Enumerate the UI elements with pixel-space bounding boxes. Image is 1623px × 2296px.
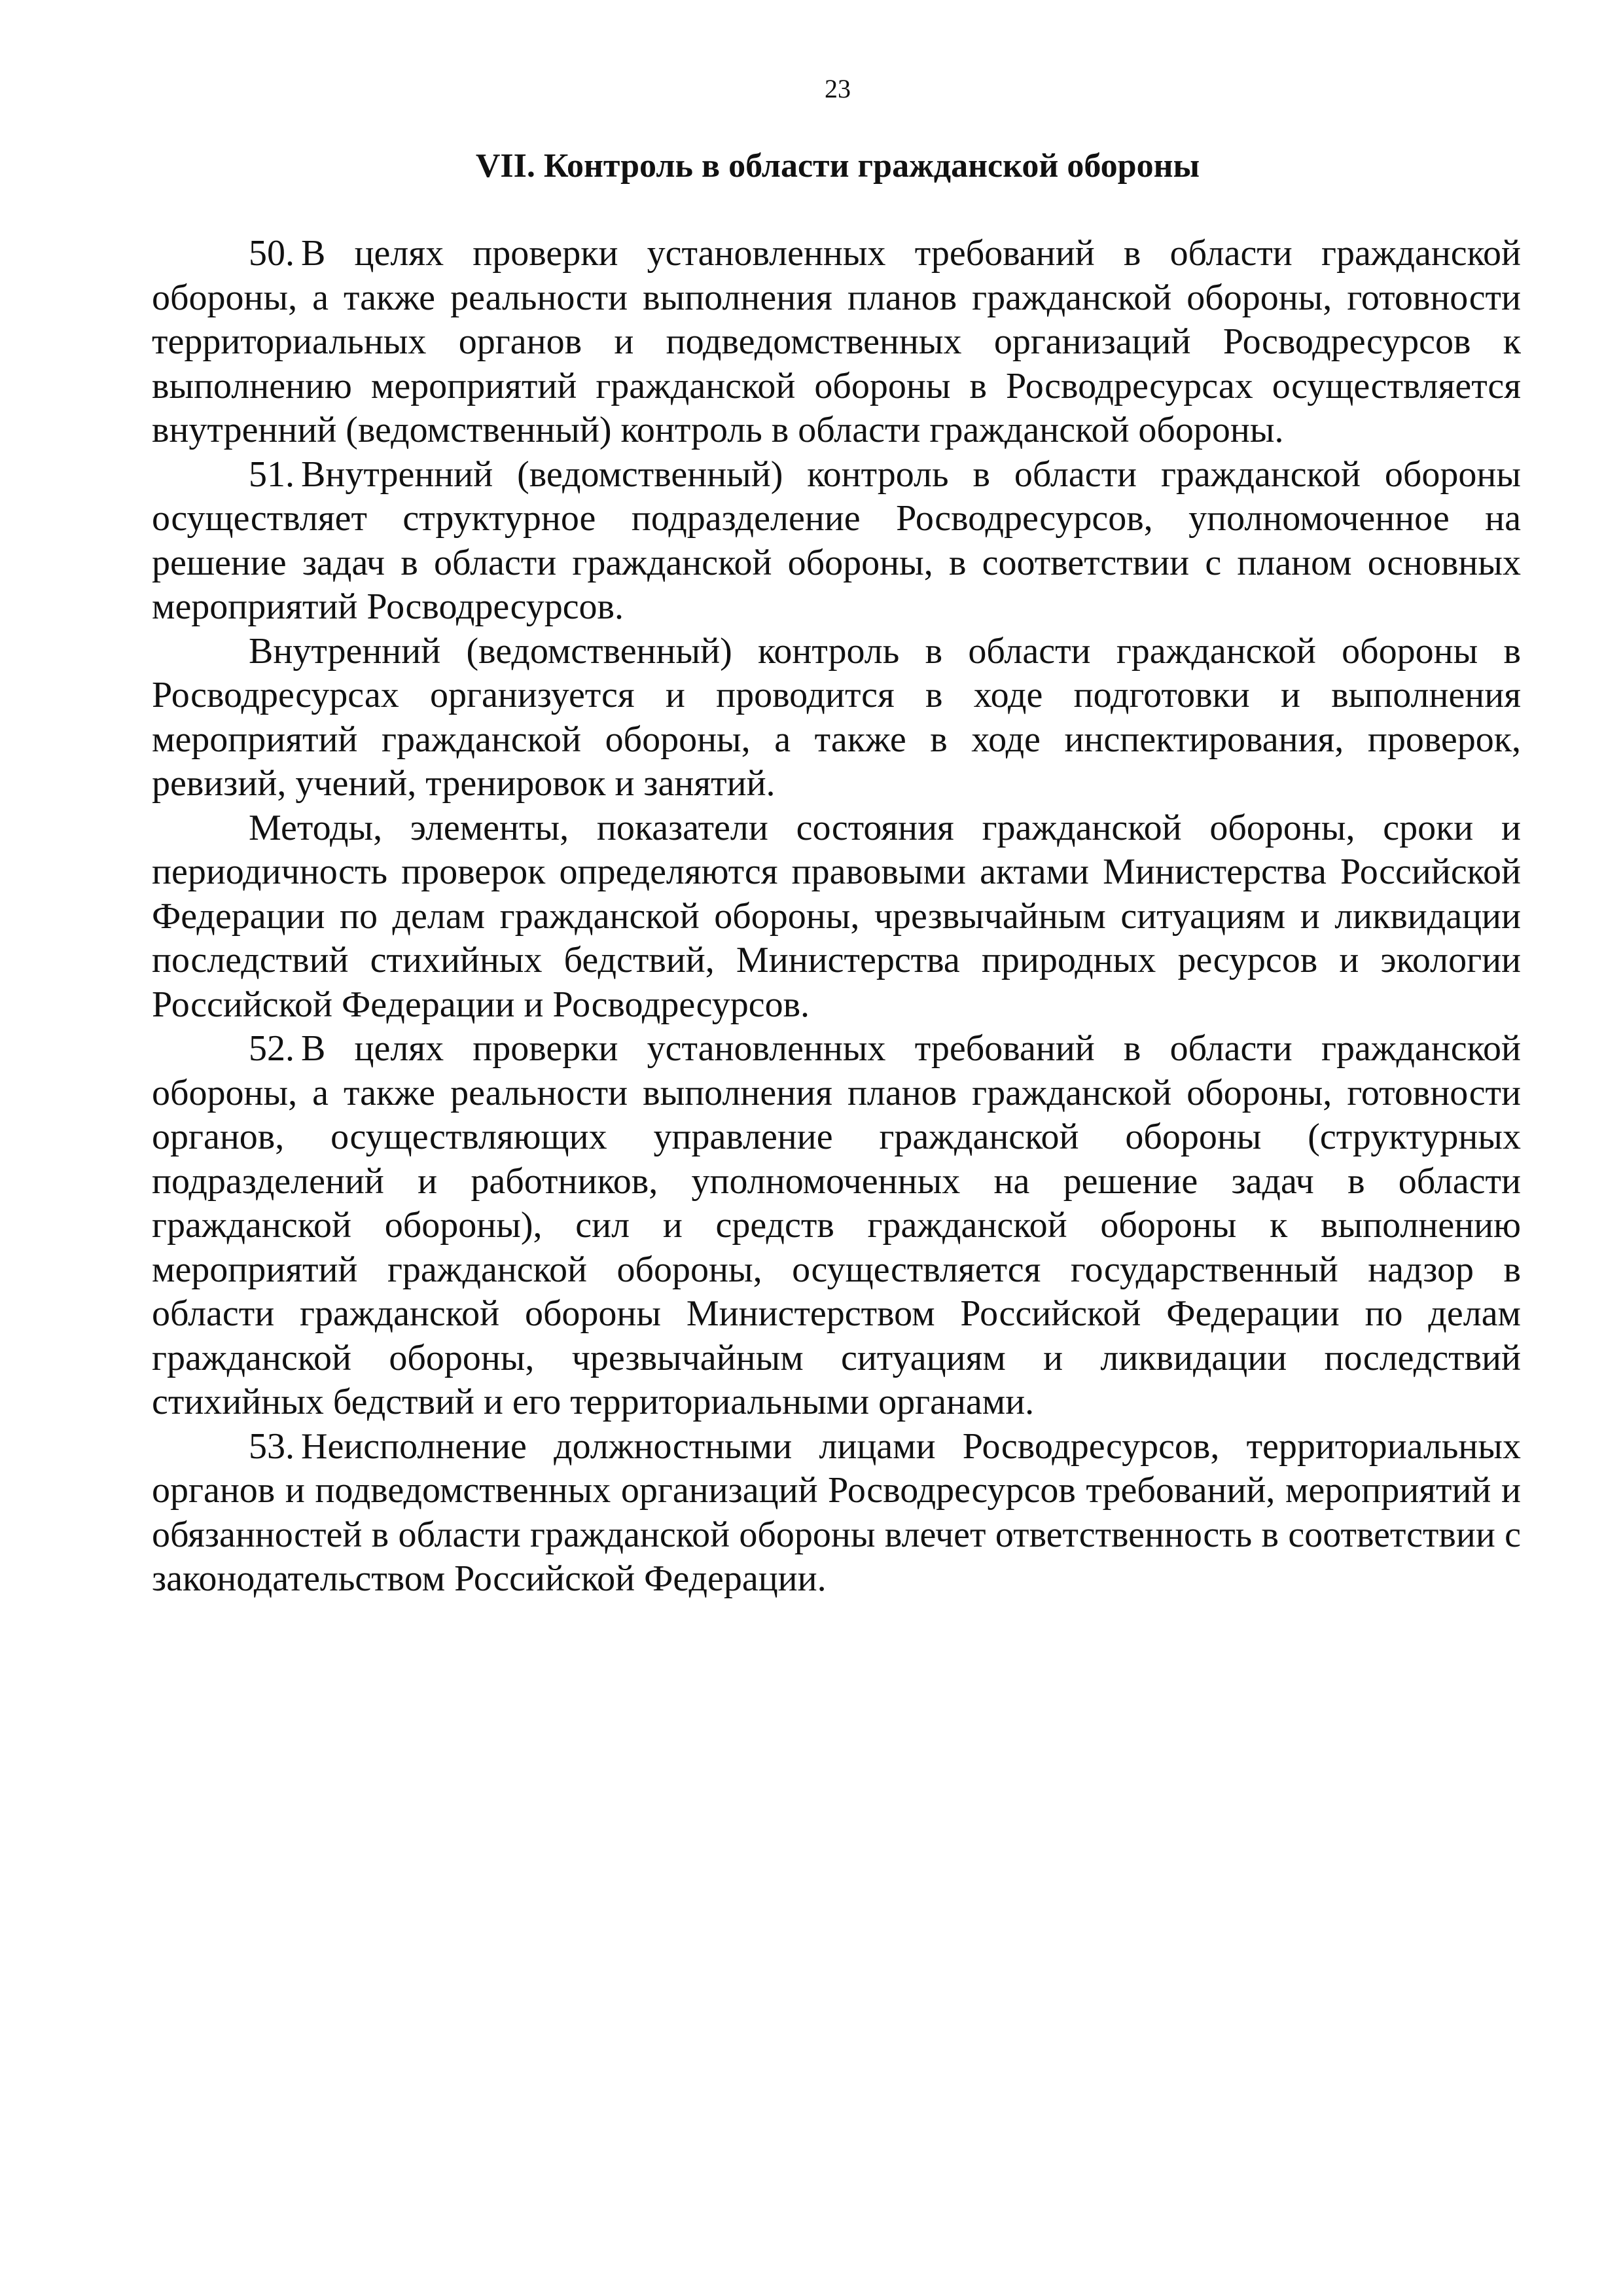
paragraph-50 bbox=[152, 232, 1521, 453]
paragraph-text: В целях проверки установленных требований в области гражданской обороны, а также реальности выполнения планов гражданской обороны, готовности территориальных органов и подведомственных организаций Росводресурсов к выполнению мероприятий гражданской обороны в Росводресурсах осуществляется внутренний (ведомственный) контроль в области гражданской обороны. bbox=[152, 233, 1521, 450]
paragraph-text: В целях проверки установленных требований в области гражданской обороны, а также реальности выполнения планов гражданской обороны, готовности органов, осуществляющих управление гражданской обороны (структурных подразделений и работников, уполномоченных на решение задач в области гражданской обороны), сил и средств гражданской обороны к выполнению мероприятий гражданской обороны, осуществляется государственный надзор в области гражданской обороны Министерством Российской Федерации по делам гражданской обороны, чрезвычайным ситуациям и ликвидации последствий стихийных бедствий и его территориальными органами. bbox=[152, 1028, 1521, 1422]
page-number: 23 bbox=[825, 74, 851, 103]
paragraph-51 bbox=[152, 453, 1521, 630]
paragraph-number: 52. bbox=[249, 1028, 294, 1069]
paragraph-text: Внутренний (ведомственный) контроль в области гражданской обороны в Росводресурсах организуется и проводится в ходе подготовки и выполнения мероприятий гражданской обороны, а также в ходе инспектирования, проверок, ревизий, учений, тренировок и занятий. bbox=[152, 630, 1521, 804]
paragraph-text: Методы, элементы, показатели состояния гражданской обороны, сроки и периодичность проверок определяются правовыми актами Министерства Российской Федерации по делам гражданской обороны, чрезвычайным ситуациям и ликвидации последствий стихийных бедствий, Министерства природных ресурсов и экологии Российской Федерации и Росводресурсов. bbox=[152, 807, 1521, 1025]
document-body bbox=[152, 232, 1521, 1602]
paragraph-number: 51. bbox=[249, 454, 294, 495]
paragraph-number: 50. bbox=[249, 233, 294, 274]
paragraph-52 bbox=[152, 1027, 1521, 1425]
paragraph-53 bbox=[152, 1425, 1521, 1602]
paragraph-51-cont-2 bbox=[152, 806, 1521, 1028]
paragraph-number: 53. bbox=[249, 1426, 294, 1467]
paragraph-text: Неисполнение должностными лицами Росводресурсов, территориальных органов и подведомственных организаций Росводресурсов требований, мероприятий и обязанностей в области гражданской обороны влечет ответственность в соответствии с законодательством Российской Федерации. bbox=[152, 1426, 1521, 1599]
section-heading: VII. Контроль в области гражданской обороны bbox=[475, 147, 1200, 185]
paragraph-51-cont-1 bbox=[152, 630, 1521, 806]
paragraph-text: Внутренний (ведомственный) контроль в области гражданской обороны осуществляет структурное подразделение Росводресурсов, уполномоченное на решение задач в области гражданской обороны, в соответствии с планом основных мероприятий Росводресурсов. bbox=[152, 454, 1521, 627]
